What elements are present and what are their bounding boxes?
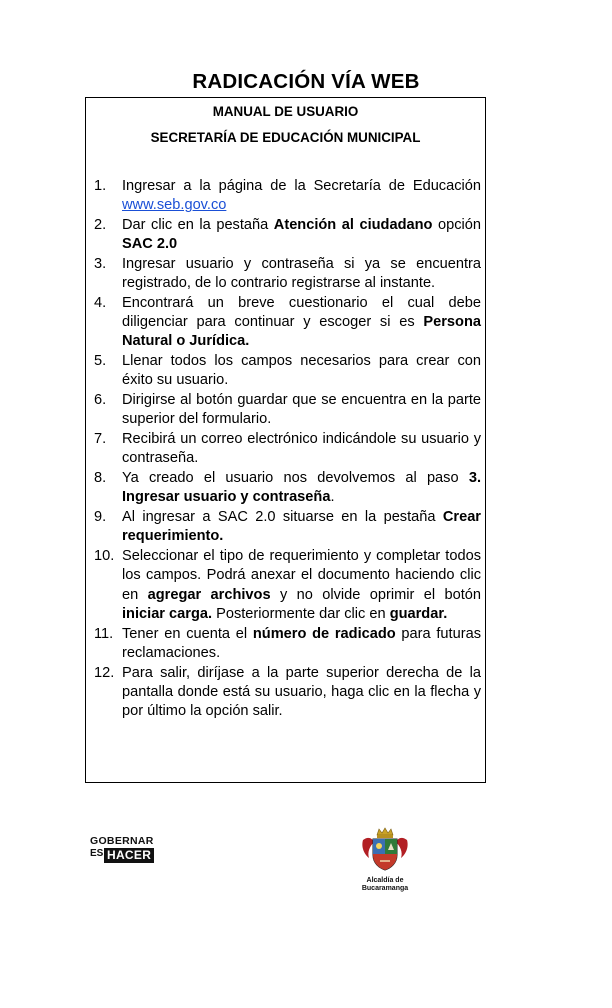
step-bold-text: Persona Natural o Jurídica. [122,314,481,350]
step-bold-text: iniciar carga. [122,605,213,622]
gobernar-es-hacer-logo [90,836,154,863]
manual-box [85,97,486,783]
step-text: Ingresar a la página de la Secretaría de Educación [122,178,481,194]
step-item [94,469,481,507]
alcaldia-caption-line1: Alcaldía de [366,877,404,884]
alcaldia-caption-line2: Bucaramanga [361,885,409,892]
steps-list [94,177,481,722]
seb-website-link[interactable]: www.seb.gov.co [122,197,227,214]
step-bold-text: número de radicado [252,625,396,642]
step-item [94,177,481,215]
step-item [94,216,481,254]
step-number: 12. [94,664,115,681]
step-item [94,625,481,663]
step-text: Seleccionar el tipo de requerimiento y completar todos los campos. Podrá anexar el documento haciendo clic en [122,548,481,603]
step-number: 4. [94,295,107,311]
step-text: opción [432,217,481,233]
step-item [94,547,481,624]
logo-es-text: ES [90,848,104,859]
step-number: 8. [94,470,107,487]
step-bold-text: SAC 2.0 [122,236,178,253]
step-number: 5. [94,353,107,370]
step-bold-text: agregar archivos [147,586,271,603]
step-number: 10. [94,548,115,565]
bucaramanga-crest-icon [360,826,410,872]
step-bold-text: 3. Ingresar usuario y contraseña [122,470,481,506]
step-bold-text: Atención al ciudadano [273,217,433,233]
step-text: Recibirá un correo electrónico indicándole su usuario y contraseña. [122,431,481,467]
secretaria-subtitle: SECRETARÍA DE EDUCACIÓN MUNICIPAL [150,130,421,145]
step-bold-text: guardar. [389,605,448,622]
step-text: Tener en cuenta el [122,625,253,642]
step-text: Dirigirse al botón guardar que se encuentra en la parte superior del formulario. [122,392,481,428]
logo-gobernar-text: GOBERNAR [90,835,154,847]
step-item [94,255,481,293]
step-text: Ingresar usuario y contraseña si ya se encuentra registrado, de lo contrario registrarse al instante. [122,256,481,292]
manual-subtitle: MANUAL DE USUARIO [212,104,359,119]
step-number: 1. [94,178,107,194]
alcaldia-logo [352,826,418,893]
step-text: Encontrará un breve cuestionario el cual debe diligenciar para continuar y escoger si es [122,295,481,331]
step-number: 9. [94,509,107,526]
step-item [94,508,481,546]
step-number: 2. [94,217,107,233]
step-text: Para salir, diríjase a la parte superior derecha de la pantalla donde está su usuario, haga clic en la flecha y por último la opción salir. [122,664,481,720]
step-text: Dar clic en la pestaña [122,217,274,233]
step-text: Ya creado el usuario nos devolvemos al paso [122,470,469,487]
step-item [94,294,481,352]
step-text: para futuras reclamaciones. [122,625,481,661]
logo-hacer-text: HACER [104,848,154,863]
step-item [94,391,481,429]
step-text: Al ingresar a SAC 2.0 situarse en la pestaña [122,509,443,526]
step-number: 6. [94,392,107,409]
step-text: Posteriormente dar clic en [212,605,390,622]
step-number: 11. [94,625,114,642]
step-bold-text: Crear requerimiento. [122,509,481,545]
step-number: 7. [94,431,107,448]
document-title: RADICACIÓN VÍA WEB [192,70,420,93]
step-number: 3. [94,256,107,272]
step-item [94,352,481,390]
step-text: y no olvide oprimir el botón [270,586,481,603]
step-item [94,430,481,468]
step-text: . [330,489,335,506]
step-item [94,664,481,722]
step-text: Llenar todos los campos necesarios para crear con éxito su usuario. [122,353,481,389]
